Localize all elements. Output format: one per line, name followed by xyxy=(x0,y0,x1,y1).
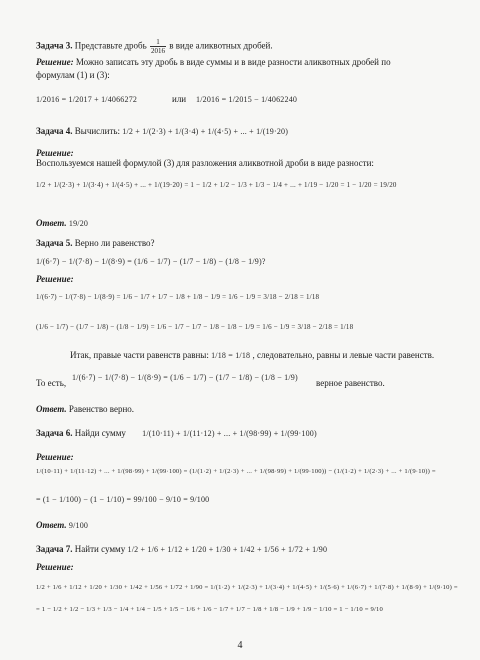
task6-answer: 9/100 xyxy=(68,521,89,530)
task4-answer-line xyxy=(36,218,88,229)
task6-line-2: = (1 − 1/100) − (1 − 1/10) = 99/100 − 9/10 = 9/100 xyxy=(36,495,210,504)
task3-solution-line xyxy=(36,57,391,68)
task4-solution-label: Решение: xyxy=(36,148,74,158)
task4-expression: 1/2 + 1/(2·3) + 1/(3·4) + 1/(4·5) + ... + 1/(19·20) xyxy=(122,127,289,136)
task7-statement-line xyxy=(36,544,327,555)
task5-answer-line xyxy=(36,404,134,415)
task4-title: Задача 4. xyxy=(36,126,73,136)
task7-line-1: 1/2 + 1/6 + 1/12 + 1/20 + 1/30 + 1/42 + 1/56 + 1/72 + 1/90 = 1/(1·2) + 1/(2·3) + 1/(3·4) + 1/(4·5) + 1/(5·6) + 1/(6·7) + 1/(7·8) + 1/(8·9) + 1/(9·10) = xyxy=(36,584,458,591)
task6-statement-line xyxy=(36,428,317,439)
task6-answer-label: Ответ. xyxy=(36,520,67,530)
task3-title: Задача 3. xyxy=(36,40,73,51)
task5-line-2: (1/6 − 1/7) − (1/7 − 1/8) − (1/8 − 1/9) = 1/6 − 1/7 − 1/7 − 1/8 − 1/8 − 1/9 = 1/6 − 1/9 = 3/18 − 2/18 = 1/18 xyxy=(36,323,354,331)
task5-answer-label: Ответ. xyxy=(36,404,67,414)
task5-title: Задача 5. xyxy=(36,238,73,248)
task4-statement: Вычислить: xyxy=(74,126,121,136)
task6-title: Задача 6. xyxy=(36,428,73,438)
task5-solution-label: Решение: xyxy=(36,274,74,284)
task3-statement-a: Представьте дробь xyxy=(74,40,147,51)
task3-equation-1: 1/2016 = 1/2017 + 1/4066272 xyxy=(36,95,138,104)
task4-answer-label: Ответ. xyxy=(36,218,67,228)
task6-solution-label: Решение: xyxy=(36,452,74,462)
task5-final-equation: 1/(6·7) − 1/(7·8) − 1/(8·9) = (1/6 − 1/7) − (1/7 − 1/8) − (1/8 − 1/9) xyxy=(72,373,298,382)
task7-solution-label: Решение: xyxy=(36,562,74,572)
task5-conclusion-line xyxy=(70,350,434,361)
task5-conclusion-b: , следовательно, равны и левые части равенств. xyxy=(252,350,435,360)
page-number: 4 xyxy=(237,640,243,651)
task4-solution-text: Воспользуемся нашей формулой (3) для разложения аликвотной дроби в виде разности: xyxy=(36,158,374,168)
task3-or-text: или xyxy=(172,94,187,104)
task6-statement: Найди сумму xyxy=(74,428,126,438)
task5-correct: верное равенство. xyxy=(316,378,385,388)
task3-solution-label: Решение: xyxy=(36,57,74,67)
task5-expression: 1/(6·7) − 1/(7·8) − 1/(8·9) = (1/6 − 1/7) − (1/7 − 1/8) − (1/8 − 1/9)? xyxy=(36,257,266,266)
task5-that-is: То есть, xyxy=(36,378,67,388)
task5-line-1: 1/(6·7) − 1/(7·8) − 1/(8·9) = 1/6 − 1/7 + 1/7 − 1/8 + 1/8 − 1/9 = 1/6 − 1/9 = 3/18 − 2/18 = 1/18 xyxy=(36,293,320,301)
task5-statement-line xyxy=(36,238,155,249)
task4-answer: 19/20 xyxy=(68,219,89,228)
task3-statement-b: в виде аликвотных дробей. xyxy=(169,40,273,51)
task5-answer: Равенство верно. xyxy=(68,404,135,414)
task5-statement: Верно ли равенство? xyxy=(74,238,155,248)
task5-conclusion-a: Итак, правые части равенств равны: xyxy=(70,350,209,360)
task7-statement: Найти сумму xyxy=(74,544,126,554)
task3-fraction: $\frac{1}{2016}$ xyxy=(150,38,165,55)
task3-statement-line xyxy=(36,38,273,55)
task4-solution-line: 1/2 + 1/(2·3) + 1/(3·4) + 1/(4·5) + ... + 1/(19·20) = 1 − 1/2 + 1/2 − 1/3 + 1/3 − 1/4 + ... + 1/19 − 1/20 = 1 − 1/20 = 19/20 xyxy=(36,181,397,189)
task5-conclusion-eq: 1/18 = 1/18 xyxy=(211,351,251,360)
task3-solution-text-2: формулам (1) и (3): xyxy=(36,70,110,80)
task4-statement-line xyxy=(36,126,288,137)
task6-answer-line xyxy=(36,520,88,531)
task6-expression: 1/(10·11) + 1/(11·12) + ... + 1/(98·99) + 1/(99·100) xyxy=(142,429,317,438)
task7-title: Задача 7. xyxy=(36,544,73,554)
task3-equation-2: 1/2016 = 1/2015 − 1/4062240 xyxy=(196,95,298,104)
task3-solution-text-1: Можно записать эту дробь в виде суммы и в виде разности аликвотных дробей по xyxy=(75,57,391,67)
task7-line-2: = 1 − 1/2 + 1/2 − 1/3 + 1/3 − 1/4 + 1/4 − 1/5 + 1/5 − 1/6 + 1/6 − 1/7 + 1/7 − 1/8 + 1/8 − 1/9 + 1/9 − 1/10 = 1 − 1/10 = 9/10 xyxy=(36,606,384,613)
task6-line-1: 1/(10·11) + 1/(11·12) + ... + 1/(98·99) + 1/(99·100) = (1/(1·2) + 1/(2·3) + ... + 1/(98·99) + 1/(99·100)) − (1/(1·2) + 1/(2·3) + ... + 1/(9·10)) = xyxy=(36,468,436,475)
task7-expression: 1/2 + 1/6 + 1/12 + 1/20 + 1/30 + 1/42 + 1/56 + 1/72 + 1/90 xyxy=(127,545,328,554)
